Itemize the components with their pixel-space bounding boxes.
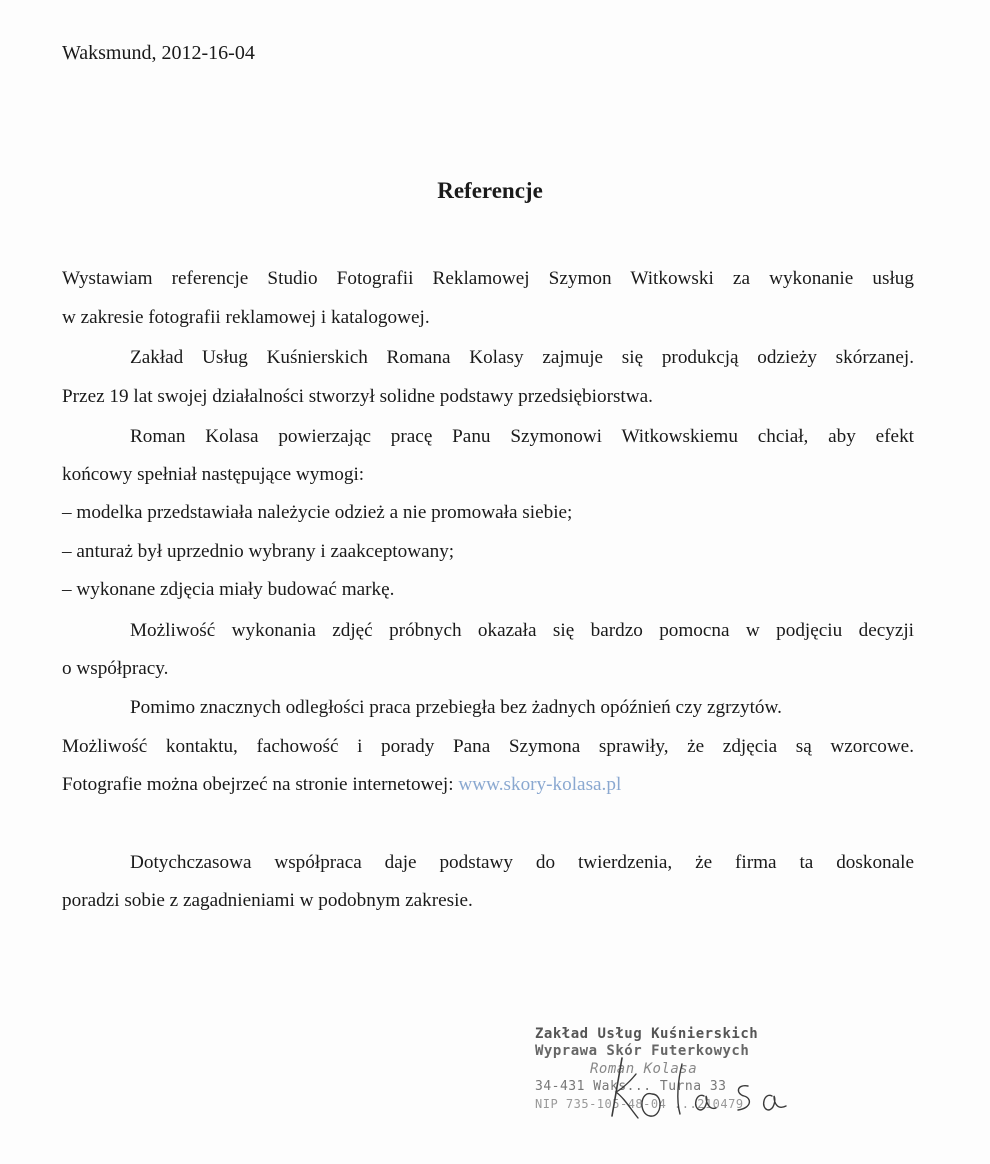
website-link[interactable]: www.skory-kolasa.pl (458, 774, 622, 795)
website-prefix-text: Fotografie można obejrzeć na stronie internetowej: (62, 774, 459, 795)
stamp-line-5: NIP 735-105-48-04 ...210479 (535, 1097, 744, 1111)
stamp-line-3: Roman Kolasa (590, 1061, 698, 1077)
paragraph-3-line-2: końcowy spełniał następujące wymogi: (62, 464, 365, 485)
paragraph-1-line-1: Wystawiam referencje Studio Fotografii Reklamowej Szymon Witkowski za wykonanie usług (62, 268, 914, 289)
stamp-line-2: Wyprawa Skór Futerkowych (535, 1043, 750, 1059)
paragraph-4-line-1: Możliwość wykonania zdjęć próbnych okazała się bardzo pomocna w podjęciu decyzji (130, 620, 914, 641)
paragraph-5-line-3 (62, 772, 914, 798)
date-line: Waksmund, 2012-16-04 (62, 42, 255, 64)
paragraph-3-line-1: Roman Kolasa powierzając pracę Panu Szymonowi Witkowskiemu chciał, aby efekt (130, 426, 914, 447)
requirement-item: – modelka przedstawiała należycie odzież a nie promowała siebie; (62, 502, 573, 523)
paragraph-5-line-2: Możliwość kontaktu, fachowość i porady Pana Szymona sprawiły, że zdjęcia są wzorcowe. (62, 736, 914, 757)
paragraph-6-line-2: poradzi sobie z zagadnieniami w podobnym zakresie. (62, 890, 473, 911)
handwritten-signature (600, 1050, 800, 1130)
paragraph-2-line-2: Przez 19 lat swojej działalności stworzył solidne podstawy przedsiębiorstwa. (62, 386, 653, 407)
paragraph-5-line-1: Pomimo znacznych odległości praca przebiegła bez żadnych opóźnień czy zgrzytów. (130, 697, 782, 718)
paragraph-4-line-2: o współpracy. (62, 658, 169, 679)
paragraph-6-line-1: Dotychczasowa współpraca daje podstawy do twierdzenia, że firma ta doskonale (130, 852, 914, 873)
stamp-line-4: 34-431 Waks... Turna 33 (535, 1079, 727, 1094)
paragraph-2-line-1: Zakład Usług Kuśnierskich Romana Kolasy zajmuje się produkcją odzieży skórzanej. (130, 347, 914, 368)
stamp-line-1: Zakład Usług Kuśnierskich (535, 1026, 759, 1042)
paragraph-1-line-2: w zakresie fotografii reklamowej i katalogowej. (62, 307, 430, 328)
requirement-item: – anturaż był uprzednio wybrany i zaakceptowany; (62, 541, 455, 562)
requirement-item: – wykonane zdjęcia miały budować markę. (62, 579, 395, 600)
document-title: Referencje (437, 178, 543, 203)
